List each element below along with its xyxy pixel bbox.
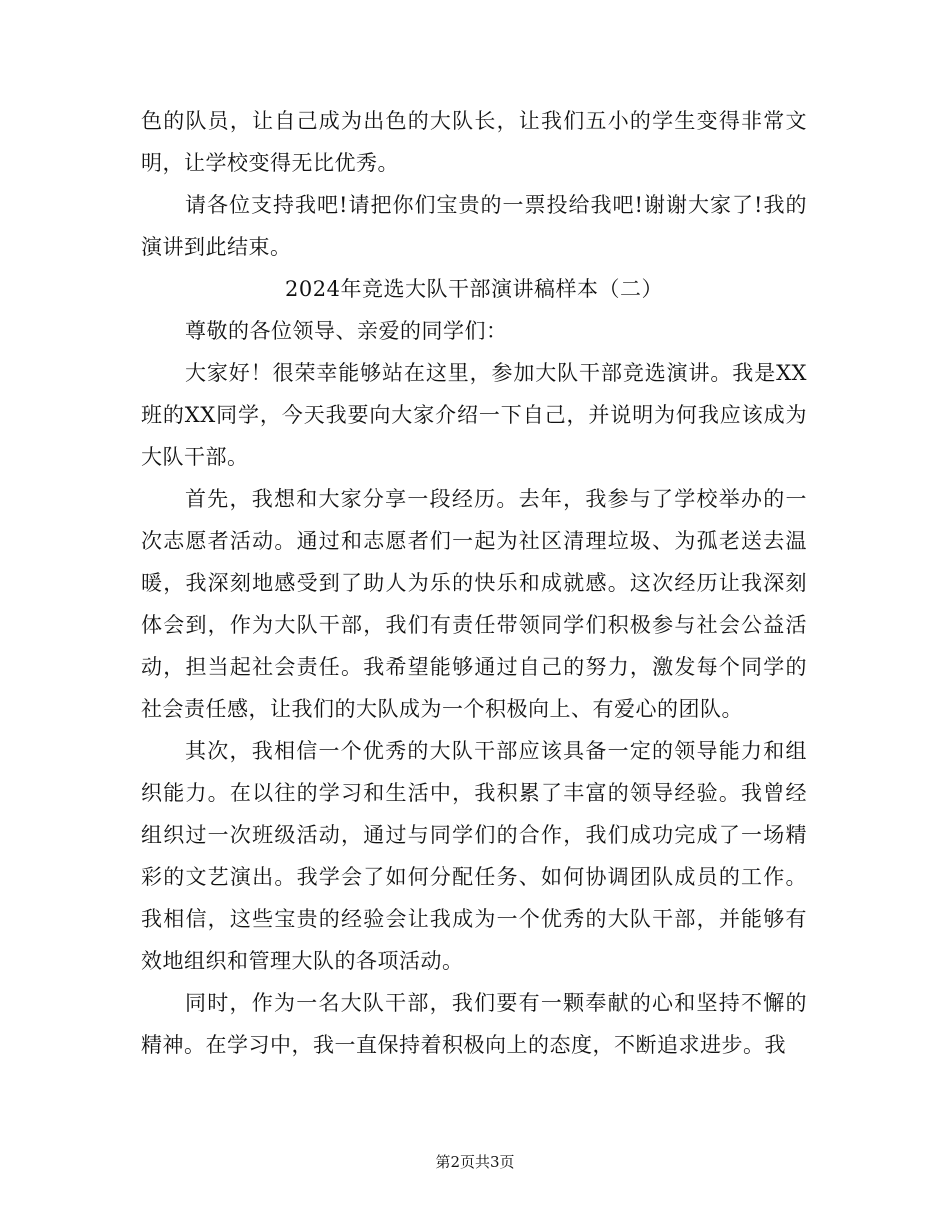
section-title: 2024年竞选大队干部演讲稿样本（二）: [285, 277, 663, 301]
paragraph-continuation: 色的队员，让自己成为出色的大队长，让我们五小的学生变得非常文明，让学校变得无比优秀。: [141, 109, 807, 175]
paragraph-dedication: 同时，作为一名大队干部，我们要有一颗奉献的心和坚持不懈的精神。在学习中，我一直保持着积极向上的态度，不断追求进步。我: [141, 991, 807, 1057]
page-number-footer: 第2页共3页: [435, 1153, 515, 1171]
paragraph-closing: 请各位支持我吧!请把你们宝贵的一票投给我吧!谢谢大家了!我的演讲到此结束。: [141, 193, 807, 259]
document-body: [141, 100, 807, 1066]
paragraph-salutation: 尊敬的各位领导、亲爱的同学们：: [185, 319, 508, 343]
paragraph-greeting: 大家好！很荣幸能够站在这里，参加大队干部竞选演讲。我是XX班的XX同学，今天我要向大家介绍一下自己，并说明为何我应该成为大队干部。: [141, 361, 807, 469]
paragraph-leadership: 其次，我相信一个优秀的大队干部应该具备一定的领导能力和组织能力。在以往的学习和生活中，我积累了丰富的领导经验。我曾经组织过一次班级活动，通过与同学们的合作，我们成功完成了一场精彩的文艺演出。我学会了如何分配任务、如何协调团队成员的工作。我相信，这些宝贵的经验会让我成为一个优秀的大队干部，并能够有效地组织和管理大队的各项活动。: [141, 739, 807, 973]
paragraph-experience: 首先，我想和大家分享一段经历。去年，我参与了学校举办的一次志愿者活动。通过和志愿者们一起为社区清理垃圾、为孤老送去温暖，我深刻地感受到了助人为乐的快乐和成就感。这次经历让我深刻体会到，作为大队干部，我们有责任带领同学们积极参与社会公益活动，担当起社会责任。我希望能够通过自己的努力，激发每个同学的社会责任感，让我们的大队成为一个积极向上、有爱心的团队。: [141, 487, 807, 721]
